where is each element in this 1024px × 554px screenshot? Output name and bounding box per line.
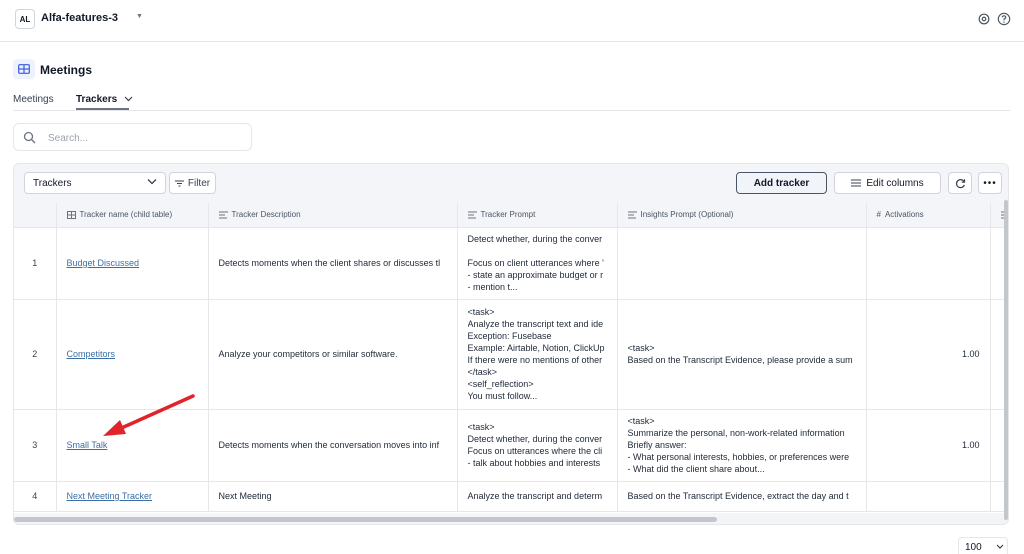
prompt-line: You must follow... bbox=[467, 391, 538, 401]
tabs-divider bbox=[13, 110, 1010, 111]
prompt-line: <task> bbox=[467, 422, 495, 432]
column-header-label: Tracker name (child table) bbox=[79, 210, 173, 220]
filter-label: Filter bbox=[187, 177, 211, 189]
column-header-label: Tracker Prompt bbox=[480, 210, 536, 220]
filter-icon bbox=[175, 180, 184, 187]
insights-line: <task> bbox=[627, 343, 655, 353]
prompt-line: <self_reflection> bbox=[467, 379, 534, 389]
page-title: Meetings bbox=[40, 63, 93, 77]
help-icon[interactable] bbox=[997, 12, 1011, 26]
row-index: 2 bbox=[14, 299, 56, 409]
add-tracker-button[interactable]: Add tracker bbox=[736, 172, 827, 194]
prompt-line: - talk about hobbies and interests bbox=[467, 458, 601, 468]
search-icon bbox=[23, 131, 36, 144]
trackers-table bbox=[14, 203, 1009, 513]
tab-meetings[interactable]: Meetings bbox=[13, 94, 54, 105]
workspace-avatar[interactable]: AL bbox=[15, 9, 35, 29]
prompt-cell[interactable] bbox=[457, 409, 617, 481]
list-icon bbox=[851, 179, 861, 187]
description-cell[interactable]: Detects moments when the conversation moves into inf bbox=[208, 409, 457, 481]
prompt-line: Example: Airtable, Notion, ClickUp bbox=[467, 343, 605, 353]
hash-icon: # bbox=[876, 210, 881, 220]
chevron-down-icon[interactable]: ▼ bbox=[136, 13, 143, 20]
prompt-line: <task> bbox=[467, 307, 495, 317]
refresh-icon bbox=[955, 178, 966, 189]
gear-icon[interactable] bbox=[977, 12, 991, 26]
prompt-cell[interactable] bbox=[457, 299, 617, 409]
insights-line: Summarize the personal, non-work-related information bbox=[627, 428, 845, 438]
column-header-label: Insights Prompt (Optional) bbox=[640, 210, 734, 220]
text-icon bbox=[219, 211, 228, 219]
page-size-value: 100 bbox=[965, 542, 982, 553]
activations-cell[interactable]: 1.00 bbox=[866, 409, 990, 481]
insights-line: Briefly answer: bbox=[627, 440, 687, 450]
insights-line: <task> bbox=[627, 416, 655, 426]
annotation-arrow bbox=[95, 390, 200, 440]
tracker-name-cell bbox=[56, 227, 208, 299]
row-index: 1 bbox=[14, 227, 56, 299]
tab-trackers[interactable] bbox=[76, 94, 133, 105]
prompt-cell[interactable]: Analyze the transcript and determ bbox=[457, 481, 617, 511]
activations-cell[interactable] bbox=[866, 227, 990, 299]
table-header bbox=[14, 203, 1009, 227]
insights-cell[interactable] bbox=[617, 299, 866, 409]
search-box[interactable] bbox=[13, 123, 252, 151]
prompt-cell[interactable] bbox=[457, 227, 617, 299]
prompt-line: Focus on utterances where the cli bbox=[467, 446, 603, 456]
prompt-line: Detect whether, during the conver bbox=[467, 434, 603, 444]
trackers-panel bbox=[13, 163, 1009, 525]
chevron-down-icon bbox=[147, 178, 157, 185]
vertical-scrollbar[interactable] bbox=[1004, 200, 1008, 520]
column-header-description[interactable] bbox=[208, 203, 457, 227]
prompt-line: Exception: Fusebase bbox=[467, 331, 552, 341]
prompt-line: Analyze the transcript text and ide bbox=[467, 319, 604, 329]
edit-columns-label: Edit columns bbox=[866, 177, 924, 189]
insights-cell[interactable] bbox=[617, 227, 866, 299]
page-size-select[interactable] bbox=[958, 537, 1008, 554]
tracker-name-link[interactable]: Competitors bbox=[66, 349, 116, 359]
insights-line: Based on the Transcript Evidence, please provide a sum bbox=[627, 355, 853, 365]
insights-cell[interactable]: Based on the Transcript Evidence, extract the day and t bbox=[617, 481, 866, 511]
chevron-down-icon bbox=[996, 544, 1004, 549]
tracker-name-link[interactable]: Small Talk bbox=[66, 440, 108, 450]
refresh-button[interactable] bbox=[948, 172, 972, 194]
insights-line: - What personal interests, hobbies, or preferences were bbox=[627, 452, 850, 462]
activations-cell[interactable]: 1.00 bbox=[866, 299, 990, 409]
tracker-name-link[interactable]: Budget Discussed bbox=[66, 258, 140, 268]
search-input[interactable] bbox=[48, 130, 243, 146]
tracker-name-link[interactable]: Next Meeting Tracker bbox=[66, 491, 153, 501]
chevron-down-icon bbox=[124, 96, 133, 102]
horizontal-scrollbar[interactable] bbox=[14, 517, 717, 522]
prompt-line: If there were no mentions of other bbox=[467, 355, 603, 365]
edit-columns-button[interactable] bbox=[834, 172, 941, 194]
more-options-button[interactable]: ••• bbox=[978, 172, 1002, 194]
tracker-name-cell bbox=[56, 481, 208, 511]
column-header-name[interactable] bbox=[56, 203, 208, 227]
table-row[interactable] bbox=[14, 227, 1009, 299]
table-icon bbox=[67, 211, 76, 219]
top-bar bbox=[0, 0, 1024, 42]
text-icon bbox=[628, 211, 637, 219]
description-cell[interactable]: Detects moments when the client shares or discusses tl bbox=[208, 227, 457, 299]
prompt-line bbox=[468, 245, 607, 257]
column-header-label: Tracker Description bbox=[231, 210, 301, 220]
view-select[interactable] bbox=[24, 172, 166, 194]
column-header-insights[interactable] bbox=[617, 203, 866, 227]
insights-cell[interactable] bbox=[617, 409, 866, 481]
column-header-label: Activations bbox=[884, 210, 924, 220]
insights-line: - What did the client share about... bbox=[627, 464, 765, 474]
description-cell[interactable]: Analyze your competitors or similar software. bbox=[208, 299, 457, 409]
column-header-index bbox=[14, 203, 56, 227]
prompt-line: Focus on client utterances where ' bbox=[467, 258, 604, 268]
tab-trackers-label: Trackers bbox=[76, 94, 118, 105]
prompt-line: - mention t... bbox=[467, 282, 518, 292]
prompt-line: </task> bbox=[467, 367, 498, 377]
view-select-label: Trackers bbox=[33, 178, 72, 189]
column-header-activations[interactable] bbox=[866, 203, 990, 227]
filter-button[interactable] bbox=[169, 172, 216, 194]
row-index: 3 bbox=[14, 409, 56, 481]
column-header-prompt[interactable] bbox=[457, 203, 617, 227]
activations-cell[interactable] bbox=[866, 481, 990, 511]
description-cell[interactable]: Next Meeting bbox=[208, 481, 457, 511]
table-row[interactable] bbox=[14, 481, 1009, 511]
text-icon bbox=[468, 211, 477, 219]
table-icon bbox=[13, 59, 35, 79]
workspace-name[interactable]: Alfa-features-3 bbox=[41, 12, 119, 24]
prompt-line: Detect whether, during the conver bbox=[467, 234, 603, 244]
prompt-line: - state an approximate budget or r bbox=[467, 270, 604, 280]
row-index: 4 bbox=[14, 481, 56, 511]
